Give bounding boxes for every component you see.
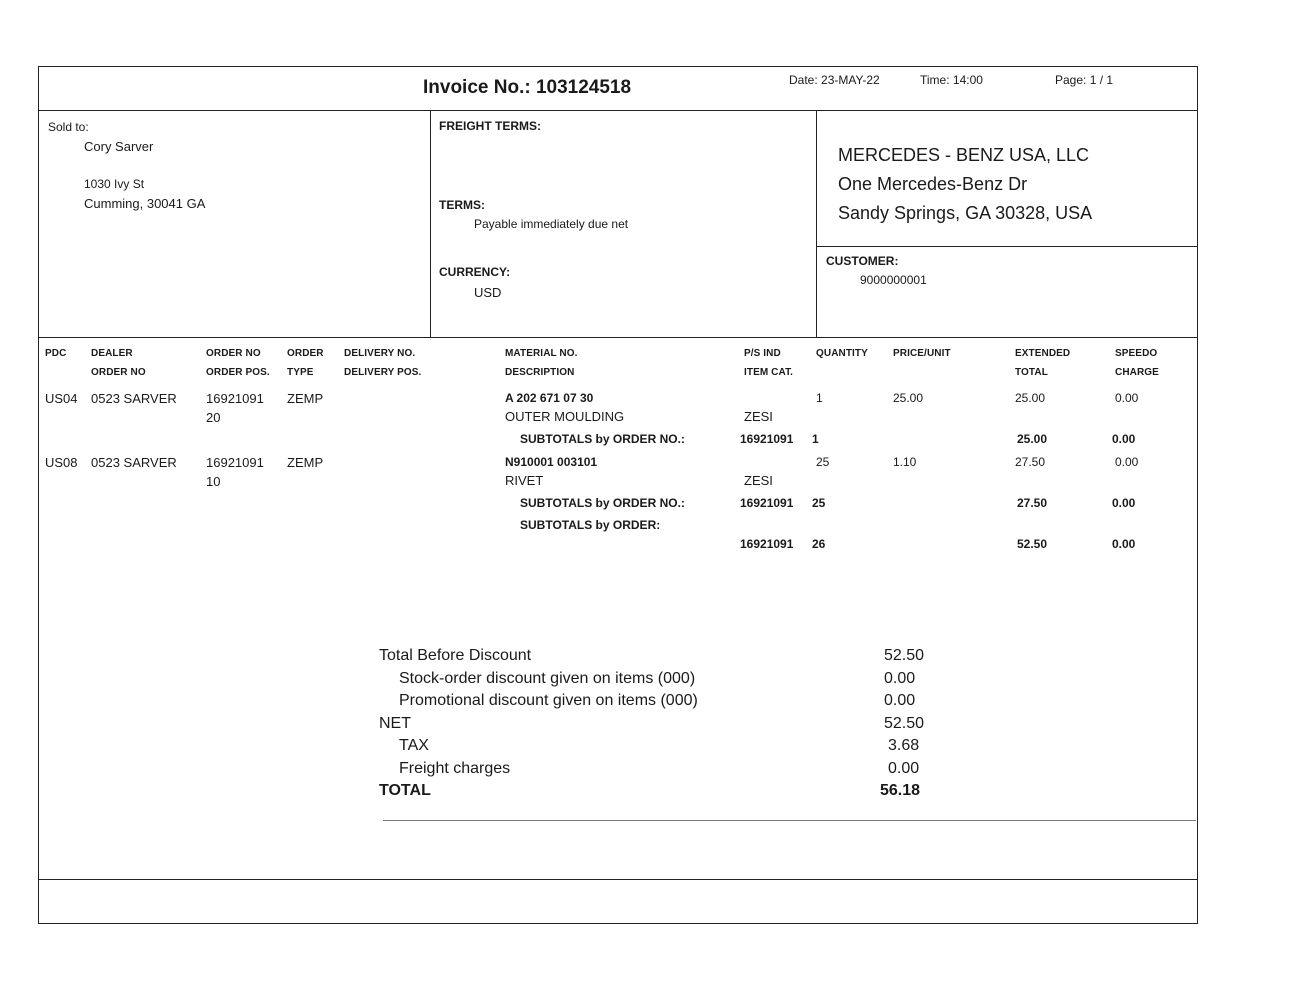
customer-label: CUSTOMER: [826, 254, 899, 268]
order-subtotal-qty: 26 [812, 537, 826, 551]
net-label: NET [379, 715, 411, 732]
item-material-no: A 202 671 07 30 [505, 391, 594, 405]
invoice-time: Time: 14:00 [920, 73, 983, 87]
order-subtotal-label: SUBTOTALS by ORDER: [520, 518, 661, 532]
order-subtotal-order: 16921091 [740, 537, 794, 551]
company-name: MERCEDES - BENZ USA, LLC [838, 145, 1090, 165]
col-speedo: SPEEDO [1115, 348, 1158, 359]
subtotal-label: SUBTOTALS by ORDER NO.: [520, 432, 685, 446]
item-cat: ZESI [744, 473, 773, 488]
freight-charges-value: 0.00 [888, 760, 920, 777]
sold-to-divider [430, 110, 431, 337]
subtotal-order: 16921091 [740, 432, 794, 446]
terms-divider [816, 110, 817, 337]
item-order-no: 16921091 [206, 391, 264, 406]
customer-city: Cumming, 30041 GA [84, 196, 206, 211]
sold-to-label: Sold to: [48, 120, 89, 134]
item-extended-total: 27.50 [1015, 455, 1046, 469]
totals-underline [383, 820, 1196, 821]
freight-terms-label: FREIGHT TERMS: [439, 119, 541, 133]
terms-value: Payable immediately due net [474, 217, 629, 231]
page-number: Page: 1 / 1 [1055, 73, 1114, 87]
item-material-no: N910001 003101 [505, 455, 598, 469]
currency-value: USD [474, 285, 502, 300]
stock-discount-value: 0.00 [884, 670, 916, 687]
col-charge: CHARGE [1115, 367, 1159, 378]
item-speedo-charge: 0.00 [1115, 391, 1139, 405]
col-description: DESCRIPTION [505, 367, 575, 378]
col-pdc: PDC [45, 348, 67, 359]
col-order-pos: ORDER POS. [206, 367, 270, 378]
item-dealer: 0523 SARVER [91, 391, 177, 406]
total-before-discount-value: 52.50 [884, 647, 925, 664]
currency-label: CURRENCY: [439, 265, 511, 279]
col-dealer: DEALER [91, 348, 133, 359]
subtotal-total: 27.50 [1017, 496, 1048, 510]
customer-name: Cory Sarver [84, 139, 154, 154]
item-pdc: US08 [45, 455, 78, 470]
info-divider [38, 337, 1198, 338]
item-quantity: 25 [816, 455, 830, 469]
col-dealer-order-no: ORDER NO [91, 367, 146, 378]
promo-discount-label: Promotional discount given on items (000) [399, 692, 698, 709]
grand-total-label: TOTAL [379, 782, 431, 799]
grand-total-value: 56.18 [880, 782, 921, 799]
item-pdc: US04 [45, 391, 78, 406]
col-extended: EXTENDED [1015, 348, 1071, 359]
freight-charges-label: Freight charges [399, 760, 511, 777]
col-ps-ind: P/S IND [744, 348, 781, 359]
subtotal-qty: 1 [812, 432, 819, 446]
terms-label: TERMS: [439, 198, 485, 212]
net-value: 52.50 [884, 715, 925, 732]
subtotal-qty: 25 [812, 496, 826, 510]
subtotal-charge: 0.00 [1112, 496, 1136, 510]
company-street: One Mercedes-Benz Dr [838, 174, 1028, 194]
col-item-cat: ITEM CAT. [744, 367, 794, 378]
item-price-unit: 1.10 [893, 455, 917, 469]
header-divider [38, 110, 1198, 111]
stock-discount-label: Stock-order discount given on items (000) [399, 670, 696, 687]
item-price-unit: 25.00 [893, 391, 924, 405]
item-order-type: ZEMP [287, 391, 324, 406]
tax-value: 3.68 [888, 737, 920, 754]
subtotal-charge: 0.00 [1112, 432, 1136, 446]
col-delivery-no: DELIVERY NO. [344, 348, 416, 359]
order-subtotal-total: 52.50 [1017, 537, 1048, 551]
item-order-type: ZEMP [287, 455, 324, 470]
col-order-no: ORDER NO [206, 348, 261, 359]
subtotal-label: SUBTOTALS by ORDER NO.: [520, 496, 685, 510]
item-dealer: 0523 SARVER [91, 455, 177, 470]
item-order-pos: 10 [206, 474, 221, 489]
col-delivery-pos: DELIVERY POS. [344, 367, 422, 378]
footer-divider [38, 879, 1198, 880]
col-quantity: QUANTITY [816, 348, 868, 359]
item-order-pos: 20 [206, 410, 221, 425]
item-quantity: 1 [816, 391, 823, 405]
subtotal-total: 25.00 [1017, 432, 1048, 446]
company-divider [816, 246, 1198, 247]
col-order: ORDER [287, 348, 324, 359]
tax-label: TAX [399, 737, 429, 754]
invoice-number: Invoice No.: 103124518 [423, 77, 632, 98]
invoice-date: Date: 23-MAY-22 [789, 73, 880, 87]
company-city: Sandy Springs, GA 30328, USA [838, 203, 1093, 223]
item-speedo-charge: 0.00 [1115, 455, 1139, 469]
col-material-no: MATERIAL NO. [505, 348, 578, 359]
col-price-unit: PRICE/UNIT [893, 348, 951, 359]
item-description: OUTER MOULDING [505, 409, 625, 424]
item-cat: ZESI [744, 409, 773, 424]
subtotal-order: 16921091 [740, 496, 794, 510]
item-order-no: 16921091 [206, 455, 264, 470]
customer-number: 9000000001 [860, 273, 927, 287]
item-description: RIVET [505, 473, 544, 488]
item-extended-total: 25.00 [1015, 391, 1046, 405]
order-subtotal-charge: 0.00 [1112, 537, 1136, 551]
col-type: TYPE [287, 367, 314, 378]
col-total: TOTAL [1015, 367, 1048, 378]
promo-discount-value: 0.00 [884, 692, 916, 709]
total-before-discount-label: Total Before Discount [379, 647, 532, 664]
customer-street: 1030 Ivy St [84, 177, 145, 191]
